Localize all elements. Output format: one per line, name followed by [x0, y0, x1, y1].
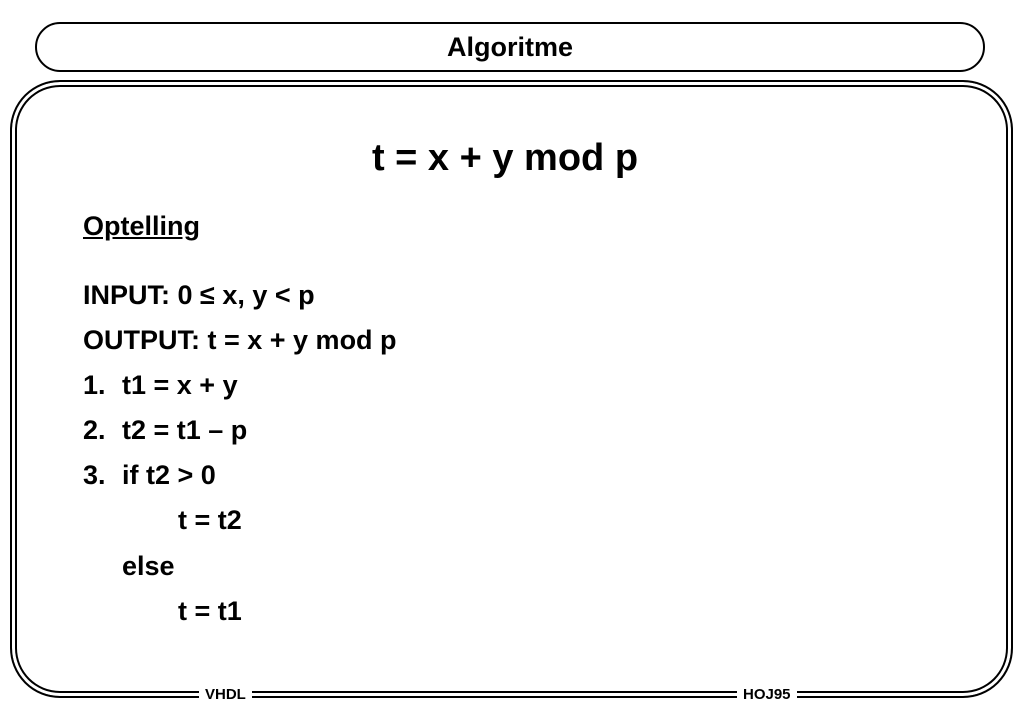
title-bar: [35, 22, 985, 72]
footer-left-label: VHDL: [199, 686, 252, 704]
section-title: Optelling: [83, 211, 200, 241]
step-text-1: t1 = x + y: [122, 370, 238, 400]
formula-heading: t = x + y mod p: [371, 137, 639, 179]
else-assignment: t = t1: [178, 596, 242, 626]
step-number-2: 2.: [83, 415, 106, 445]
footer-right-label: HOJ95: [737, 686, 797, 704]
else-keyword: else: [122, 551, 175, 581]
step-number-3: 3.: [83, 460, 106, 490]
then-assignment: t = t2: [178, 505, 242, 535]
slide-title: Algoritme: [446, 32, 573, 62]
step-text-3: if t2 > 0: [122, 460, 216, 490]
step-text-2: t2 = t1 – p: [122, 415, 248, 445]
step-number-1: 1.: [83, 370, 106, 400]
output-line: OUTPUT: t = x + y mod p: [83, 325, 397, 355]
input-line: INPUT: 0 ≤ x, y < p: [83, 280, 315, 310]
